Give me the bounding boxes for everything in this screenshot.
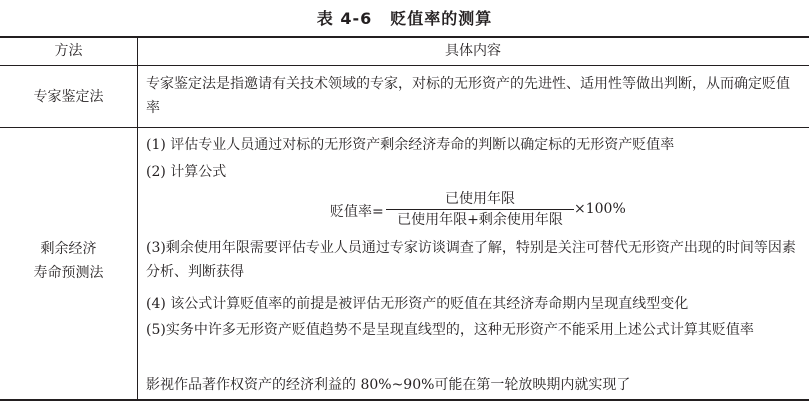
- top-rule: [0, 36, 809, 38]
- formula-fraction: [386, 190, 574, 229]
- row-method-line2: 寿命预测法: [33, 265, 104, 281]
- formula-lhs: 贬值率=: [330, 204, 384, 220]
- row-method-remaining-life: [0, 237, 137, 285]
- fraction-bar: [386, 209, 574, 210]
- bottom-rule: [0, 399, 809, 401]
- table-caption-number: 表 4-6: [316, 9, 373, 28]
- row-divider: [0, 127, 809, 128]
- header-content: 具体内容: [445, 43, 501, 59]
- row-method-expert: 专家鉴定法: [33, 89, 104, 105]
- item-5: (5)实务中许多无形资产贬值趋势不是呈现直线型的，这种无形资产不能采用上述公式计算其贬值率: [146, 322, 754, 338]
- item-1: (1) 评估专业人员通过对标的无形资产剩余经济寿命的判断以确定标的无形资产贬值率: [146, 137, 675, 153]
- formula-denominator: 已使用年限+剩余使用年限: [397, 212, 563, 228]
- header-method: 方法: [54, 43, 83, 59]
- formula-rhs: ×100%: [574, 201, 626, 217]
- item-2: (2) 计算公式: [146, 164, 227, 180]
- table-caption: [0, 6, 809, 29]
- row-method-line1: 剩余经济: [40, 241, 97, 257]
- table-caption-title: 贬值率的测算: [390, 9, 493, 28]
- item-3: (3)剩余使用年限需要评估专业人员通过专家访谈调查了解，特别是关注可替代无形资产出现的时间等因素分析、判断获得: [146, 240, 796, 280]
- formula-numerator: 已使用年限: [445, 191, 515, 207]
- column-divider: [137, 36, 138, 401]
- row-content-expert: 专家鉴定法是指邀请有关技术领域的专家，对标的无形资产的先进性、适用性等做出判断，从而确定贬值率: [146, 76, 790, 116]
- item-4: (4) 该公式计算贬值率的前提是被评估无形资产的贬值在其经济寿命期内呈现直线型变化: [146, 296, 689, 312]
- header-rule: [0, 65, 809, 66]
- note-line: 影视作品著作权资产的经济利益的 80%~90%可能在第一轮放映期内就实现了: [146, 377, 631, 393]
